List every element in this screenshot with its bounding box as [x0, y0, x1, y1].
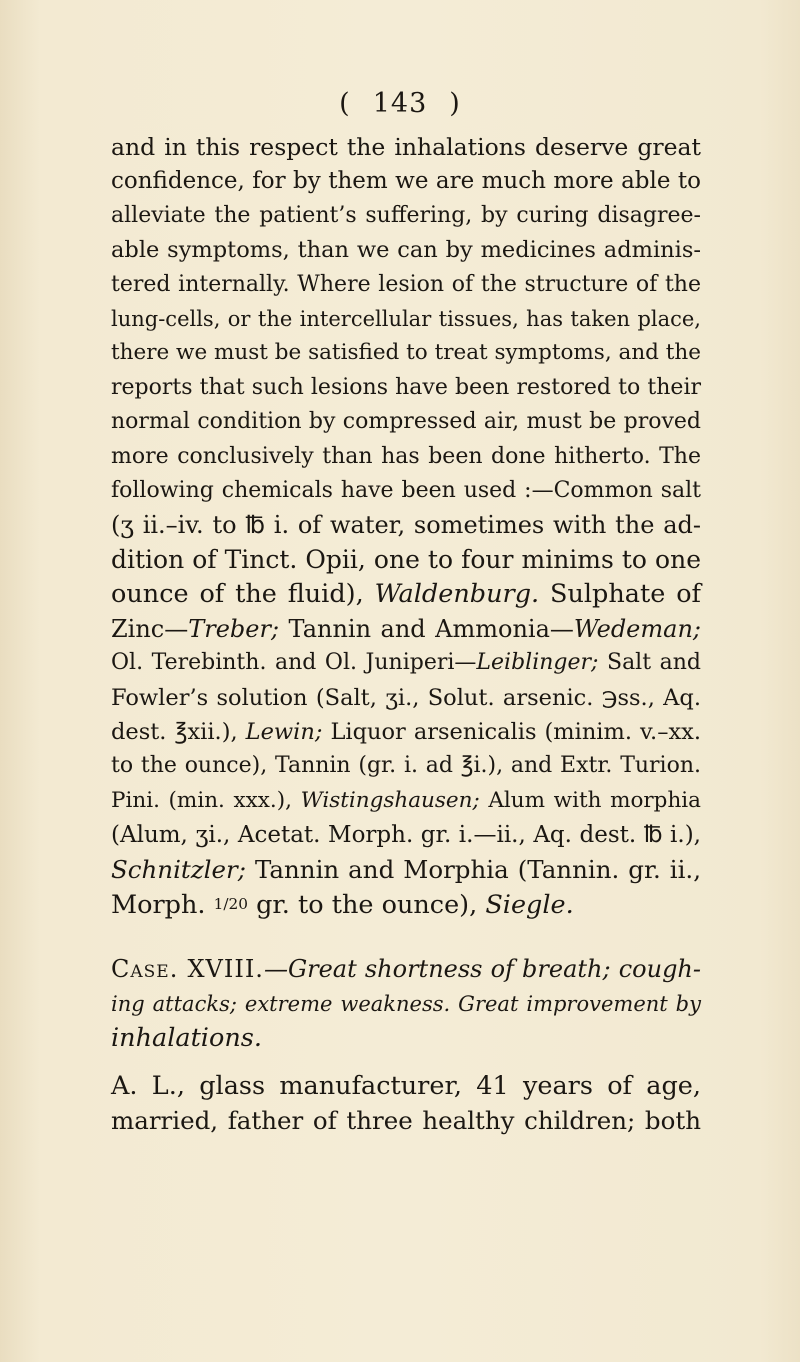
header-close-paren: ) — [449, 88, 461, 119]
text-line: able symptoms, than we can by medicines adminis- — [111, 237, 701, 264]
text-span: Tannin and Morphia (Tannin. gr. ii., — [245, 854, 701, 884]
text-line — [111, 853, 701, 887]
case-heading — [111, 952, 701, 1055]
author-name: Leiblinger; — [476, 650, 599, 676]
text-line: tered internally. Where lesion of the structure of the — [111, 271, 701, 297]
text-line: reports that such lesions have been restored to their — [111, 374, 701, 400]
author-name: Treber; — [188, 614, 280, 643]
author-name: Wistingshausen; — [300, 787, 480, 813]
text-span: gr. to the ounce), — [247, 889, 486, 920]
paragraph-1 — [111, 130, 701, 922]
case-title: —Great shortness of breath; cough- — [263, 955, 701, 984]
text-line: (ʒ ii.–iv. to ℔ i. of water, sometimes with the ad- — [111, 511, 701, 540]
text-span: Ol. Terebinth. and Ol. Juniperi— — [111, 650, 477, 676]
case-title: inhalations. — [111, 1022, 262, 1053]
text-line: Fowler’s solution (Salt, ʒi., Solut. arsenic. ℈ss., Aq. — [111, 684, 701, 711]
text-line — [111, 887, 701, 922]
text-line — [111, 952, 701, 986]
text-span: Salt and — [598, 650, 701, 676]
author-name: Waldenburg. — [374, 579, 540, 610]
body-text — [111, 130, 701, 1138]
author-name: Siegle. — [485, 889, 574, 920]
text-span: Liquor arsenicalis (minim. v.–xx. — [322, 718, 701, 745]
author-name: Lewin; — [245, 718, 323, 745]
text-line: A. L., glass manufacturer, 41 years of age, — [111, 1071, 701, 1102]
text-line: alleviate the patient’s suffering, by curing disagree- — [111, 202, 701, 228]
text-span: Pini. (min. xxx.), — [111, 787, 301, 813]
paragraph-3 — [111, 1069, 701, 1138]
text-line: lung-cells, or the intercellular tissues, has taken place, — [111, 307, 701, 332]
text-line: married, father of three healthy children; both — [111, 1105, 701, 1135]
fraction: 1/20 — [213, 894, 248, 913]
text-line — [111, 987, 701, 1021]
page-number: 143 — [372, 88, 428, 119]
text-line: following chemicals have been used :—Common salt — [111, 478, 701, 504]
text-line: there we must be satisfied to treat symptoms, and the — [111, 340, 701, 366]
page-header — [0, 88, 800, 119]
text-line: normal condition by compressed air, must be proved — [111, 409, 701, 435]
case-title: ing attacks; extreme weakness. Great improvement by — [111, 991, 701, 1016]
text-span: Alum with morphia — [479, 787, 701, 813]
text-line — [111, 784, 701, 818]
header-open-paren: ( — [339, 88, 351, 119]
text-line — [111, 715, 701, 749]
text-span: Tannin and Ammonia— — [279, 614, 574, 643]
text-line — [111, 577, 701, 611]
text-line — [111, 612, 701, 646]
author-name: Schnitzler; — [111, 854, 246, 884]
text-span: Morph. — [111, 889, 214, 920]
text-span: dest. ℥xii.), — [111, 718, 246, 745]
author-name: Wedeman; — [573, 614, 701, 643]
text-span: Sulphate of — [539, 579, 701, 610]
text-span: Zinc— — [111, 614, 189, 643]
text-line: (Alum, ʒi., Acetat. Morph. gr. i.—ii., Aq. dest. ℔ i.), — [111, 822, 701, 849]
text-line: to the ounce), Tannin (gr. i. ad ℥i.), and Extr. Turion. — [111, 753, 701, 779]
text-line — [111, 1021, 701, 1055]
text-line: more conclusively than has been done hitherto. The — [111, 443, 701, 469]
text-line — [111, 646, 701, 680]
text-line: confidence, for by them we are much more able to — [111, 168, 701, 195]
text-span: ounce of the fluid), — [111, 579, 375, 610]
case-label: Case. XVIII. — [111, 955, 264, 984]
text-line: and in this respect the inhalations deserve great — [111, 133, 701, 161]
text-line: dition of Tinct. Opii, one to four minims to one — [111, 544, 701, 574]
